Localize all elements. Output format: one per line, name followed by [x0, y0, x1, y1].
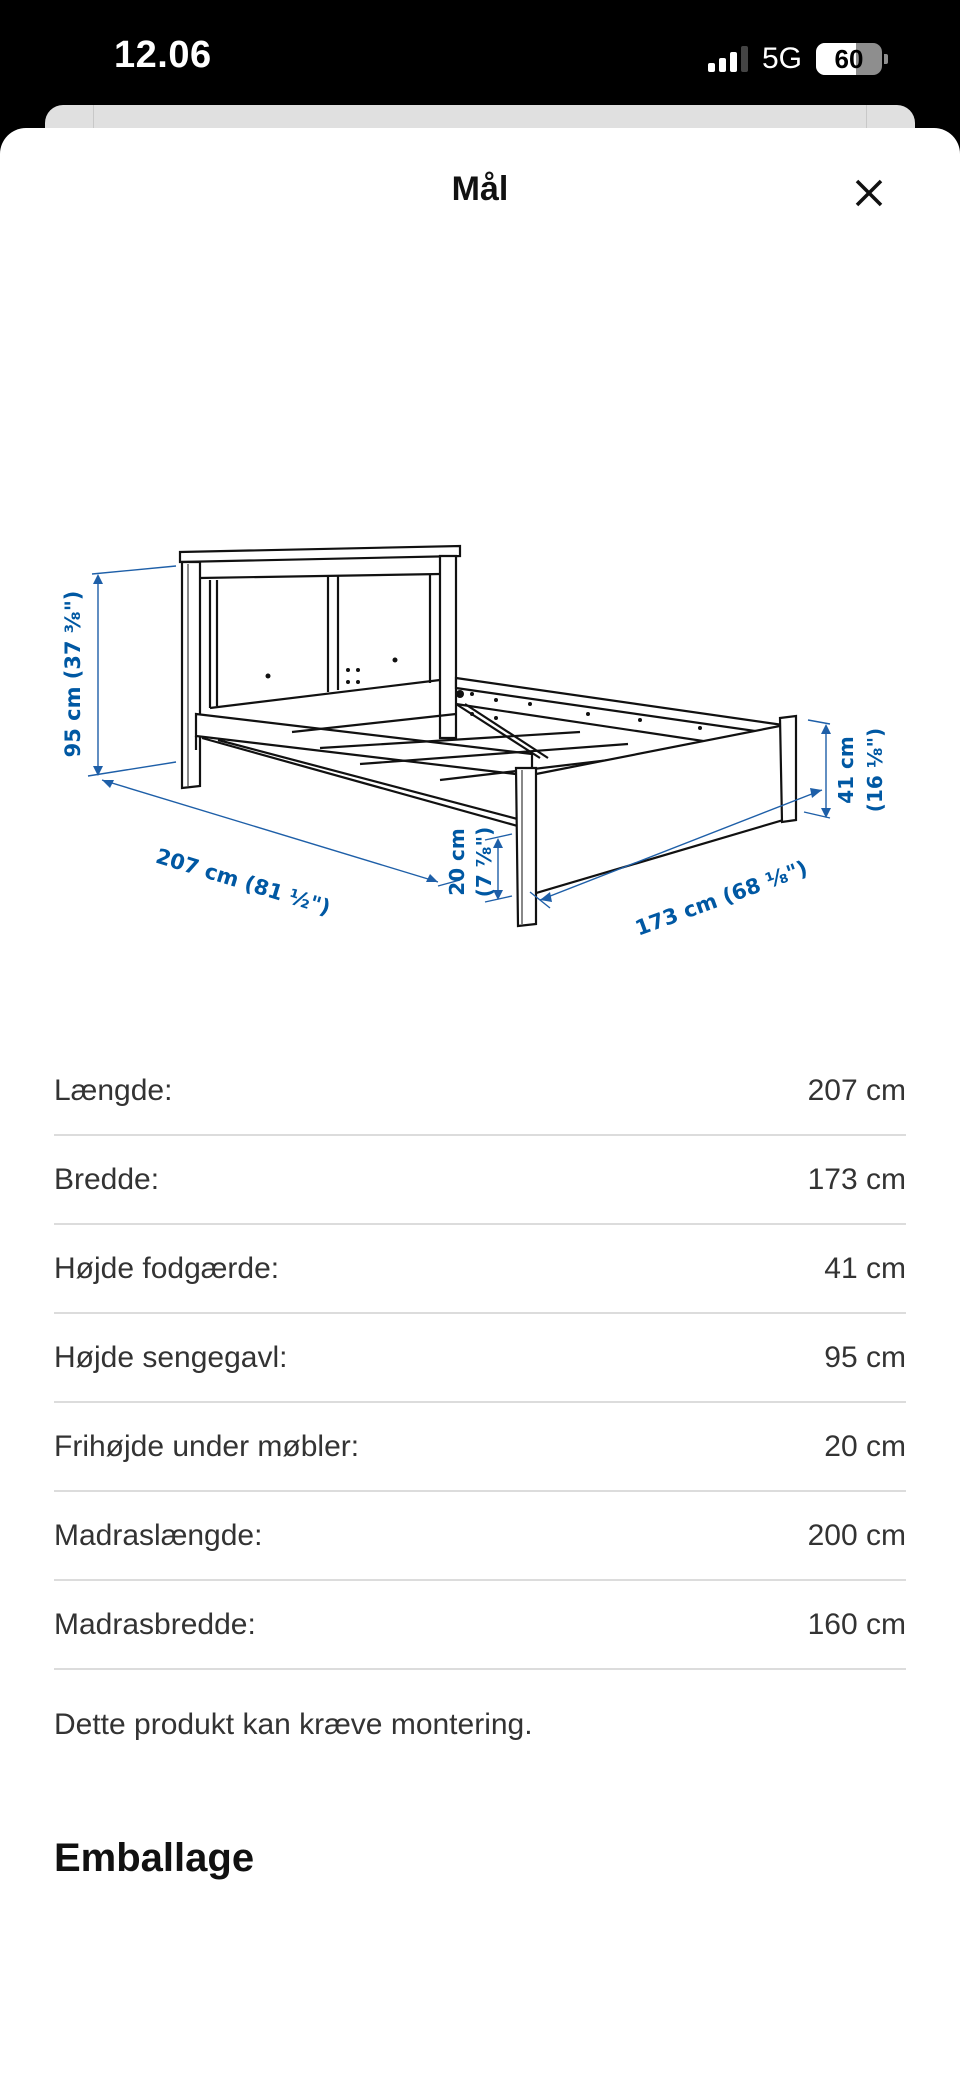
dimension-row-mattress-length — [54, 1492, 906, 1581]
sheet-title: Mål — [451, 170, 509, 208]
dimension-label: Højde fodgærde: — [54, 1251, 280, 1285]
close-button[interactable] — [844, 168, 894, 218]
dimension-row-footboard-height — [54, 1225, 906, 1314]
length-label: 207 cm (81 ½") — [152, 844, 334, 920]
footboard-height-label-cm: 41 cm — [834, 736, 858, 804]
headboard-height-label: 95 cm (37 ³⁄₈") — [61, 590, 85, 758]
clearance-label-in: (7 ⁷⁄₈") — [472, 826, 496, 898]
dimension-value: 95 cm — [824, 1340, 906, 1374]
battery-percent: 60 — [834, 43, 864, 74]
dimension-label: Bredde: — [54, 1162, 160, 1196]
footboard-height-label-in: (16 ¹⁄₈") — [863, 727, 887, 813]
dimension-label: Madraslængde: — [54, 1518, 263, 1552]
signal-icon — [708, 46, 748, 72]
status-indicators — [708, 42, 888, 76]
status-time: 12.06 — [114, 34, 212, 76]
width-label: 173 cm (68 ¹⁄₈") — [632, 855, 811, 941]
network-type: 5G — [761, 42, 802, 75]
dimension-value: 20 cm — [824, 1429, 906, 1463]
dimension-row-width — [54, 1136, 906, 1225]
clearance-label-cm: 20 cm — [445, 828, 469, 896]
dimension-value: 160 cm — [807, 1607, 906, 1641]
dimension-row-clearance — [54, 1403, 906, 1492]
battery-icon — [816, 43, 882, 75]
close-icon — [853, 177, 885, 209]
dimension-row-mattress-width — [54, 1581, 906, 1670]
packaging-heading: Emballage — [54, 1836, 255, 1880]
dimension-lines — [60, 518, 900, 1058]
dimensions-list — [54, 1048, 906, 1670]
assembly-note: Dette produkt kan kræve montering. — [54, 1708, 533, 1741]
bed-dimension-diagram — [60, 518, 900, 1058]
dimension-value: 173 cm — [807, 1162, 906, 1196]
dimension-value: 41 cm — [824, 1251, 906, 1285]
sheet-header — [0, 128, 960, 258]
status-bar — [0, 0, 960, 110]
dimension-row-headboard-height — [54, 1314, 906, 1403]
dimension-label: Madrasbredde: — [54, 1607, 256, 1641]
dimension-row-length — [54, 1048, 906, 1136]
dimension-label: Højde sengegavl: — [54, 1340, 288, 1374]
dimension-value: 207 cm — [807, 1074, 906, 1107]
dimension-value: 200 cm — [807, 1518, 906, 1552]
dimension-label: Længde: — [54, 1074, 173, 1107]
battery-tip — [884, 54, 888, 64]
dimension-label: Frihøjde under møbler: — [54, 1429, 360, 1463]
